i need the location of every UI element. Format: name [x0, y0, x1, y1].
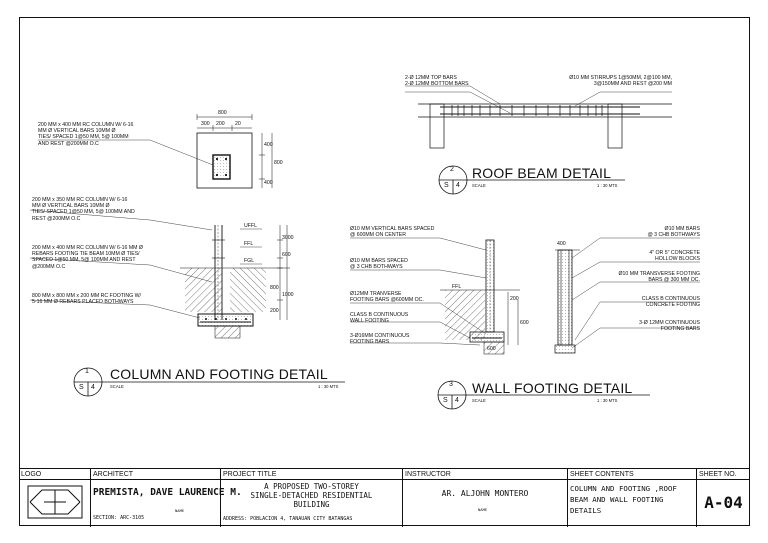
project-title: A PROPOSED TWO-STOREY SINGLE-DETACHED RESIDENTIAL BUILDING: [250, 482, 373, 509]
wall-note-right-4: CLASS B CONTINUOUS CONCRETE FOOTING: [641, 296, 700, 309]
architect-section: SECTION: ARC-3105: [93, 515, 145, 521]
detail-3-scale-label: SCALE: [472, 398, 486, 403]
architect-cell: [90, 469, 242, 527]
elev-dim-5: 200: [270, 308, 279, 314]
dim-seg-b: 200: [216, 121, 225, 127]
wall-note-right-1: Ø10 MM BARS @ 3 CHB BOTHWAYS: [647, 226, 700, 239]
dim-seg-a: 300: [201, 121, 210, 127]
detail-1-scale-value: 1 : 30 MTS: [318, 384, 339, 389]
wall-dim-bottom: 600: [487, 346, 496, 352]
elev-fgl: FGL: [244, 258, 255, 264]
instructor-cell: [402, 469, 567, 527]
elev-dim-1: 3000: [282, 235, 294, 241]
detail-1-scale-letter: S: [79, 384, 84, 391]
architect-name: PREMISTA, DAVE LAURENCE M.: [93, 487, 242, 498]
roof-beam-stirrups-note: Ø10 MM STIRRUPS 1@50MM, 2@100 MM, 3@150MM AND REST @200 MM: [569, 75, 672, 88]
column-note-1: 200 MM x 400 MM RC COLUMN W/ 6-16 MM Ø VERTICAL BARS 10MM Ø TIES/ SPACED 1@50 MM, 5@ 100MM AND REST @200MM O.C: [38, 122, 134, 147]
detail-2-scale-label: SCALE: [472, 183, 486, 188]
dim-top: 800: [218, 110, 227, 116]
sheet-contents: COLUMN AND FOOTING ,ROOF BEAM AND WALL FOOTING DETAILS: [570, 484, 677, 515]
wall-note-left-2: Ø10 MM BARS SPACED @ 3 CHB BOTHWAYS: [350, 258, 408, 271]
sheet-number: A-04: [704, 493, 743, 512]
column-note-2: 200 MM x 350 MM RC COLUMN W/ 6-16 MM Ø VERTICAL BARS 10MM Ø TIES/ SPACED 1@50 MM, 5@ 100MM AND REST @200MM O.C: [32, 197, 135, 222]
wall-note-right-3: Ø10 MM TRANSVERSE FOOTING BARS @ 300 MM OC.: [618, 271, 700, 284]
logo-header: LOGO: [19, 469, 90, 480]
sheet-no-header: SHEET NO.: [697, 469, 750, 480]
architect-header: ARCHITECT: [91, 469, 220, 480]
project-cell: [220, 469, 402, 527]
wall-note-left-4: CLASS B CONTINUOUS WALL FOOTING: [350, 312, 409, 325]
detail-2-scale-value: 1 : 30 MTS: [597, 183, 618, 188]
wall-note-right-5: 3-Ø 12MM CONTINUOUS FOOTING BARS: [639, 320, 700, 333]
wall-dim-top: 400: [557, 241, 566, 247]
roof-beam-bars-note: 2-Ø 12MM TOP BARS 2-Ø 12MM BOTTOM BARS: [405, 75, 469, 88]
wall-note-right-2: 4" OR 5" CONCRETE HOLLOW BLOCKS: [649, 250, 700, 263]
contents-cell: [567, 469, 696, 527]
detail-1-number: 1: [85, 368, 89, 375]
wall-note-left-1: Ø10 MM VERTICAL BARS SPACED @ 600MM ON CENTER: [350, 226, 435, 239]
dim-seg-c: 20: [235, 121, 241, 127]
instructor-name-caption: NAME: [478, 507, 488, 512]
title-block: [19, 468, 750, 526]
logo-cell: [19, 469, 90, 527]
column-note-3: 200 MM x 400 MM RC COLUMN W/ 6-16 MM Ø REBARS FOOTING TIE BEAM 10MM Ø TIES/ SPACED 1@50 MM, 5@ 100MM AND REST @200MM O.C: [32, 245, 143, 270]
elev-uffl: UFFL: [244, 223, 257, 229]
detail-2-number: 2: [450, 166, 454, 173]
wall-elev-ffl: FFL: [452, 284, 462, 290]
wall-dim-side: 600: [520, 320, 529, 326]
instructor-header: INSTRUCTOR: [403, 469, 567, 480]
wall-note-left-3: Ø12MM TRANVERSE FOOTING BARS @600MM OC.: [350, 291, 424, 304]
detail-1-sheet: 4: [91, 384, 95, 391]
detail-3-sheet: 4: [455, 397, 459, 404]
elev-ffl: FFL: [244, 241, 254, 247]
detail-2-title: ROOF BEAM DETAIL: [472, 165, 612, 181]
dim-right-a: 400: [264, 142, 273, 148]
detail-1-title: COLUMN AND FOOTING DETAIL: [110, 366, 328, 382]
detail-3-scale-value: 1 : 30 MTS: [597, 398, 618, 403]
roof-beam-drawing: [405, 86, 672, 148]
sheet-no-cell: [696, 469, 750, 527]
dim-right-c: 400: [264, 180, 273, 186]
detail-3-number: 3: [449, 381, 453, 388]
detail-3-scale-letter: S: [443, 397, 448, 404]
detail-2-sheet: 4: [456, 182, 460, 189]
elev-dim-2: 600: [282, 252, 291, 258]
elev-dim-3: 800: [270, 285, 279, 291]
detail-2-scale-letter: S: [444, 182, 449, 189]
wall-dim-mid: 200: [510, 296, 519, 302]
elev-dim-4: 1000: [282, 292, 294, 298]
project-address: ADDRESS: POBLACION 4, TANAUAN CITY BATANGAS: [223, 516, 353, 522]
wall-note-left-5: 3-Ø16MM CONTINUOUS FOOTING BARS: [350, 333, 410, 346]
detail-3-title: WALL FOOTING DETAIL: [472, 380, 633, 396]
detail-1-scale-label: SCALE: [110, 384, 124, 389]
contents-header: SHEET CONTENTS: [568, 469, 696, 480]
dim-right-b: 800: [274, 160, 283, 166]
architect-name-caption: NAME: [175, 508, 185, 513]
project-header: PROJECT TITLE: [221, 469, 402, 480]
instructor-name: AR. ALJOHN MONTERO: [441, 489, 529, 498]
footing-note: 800 MM x 800 MM x 200 MM RC FOOTING W/ 5-16 MM Ø REBARS PLACED BOTHWAYS: [32, 293, 141, 306]
